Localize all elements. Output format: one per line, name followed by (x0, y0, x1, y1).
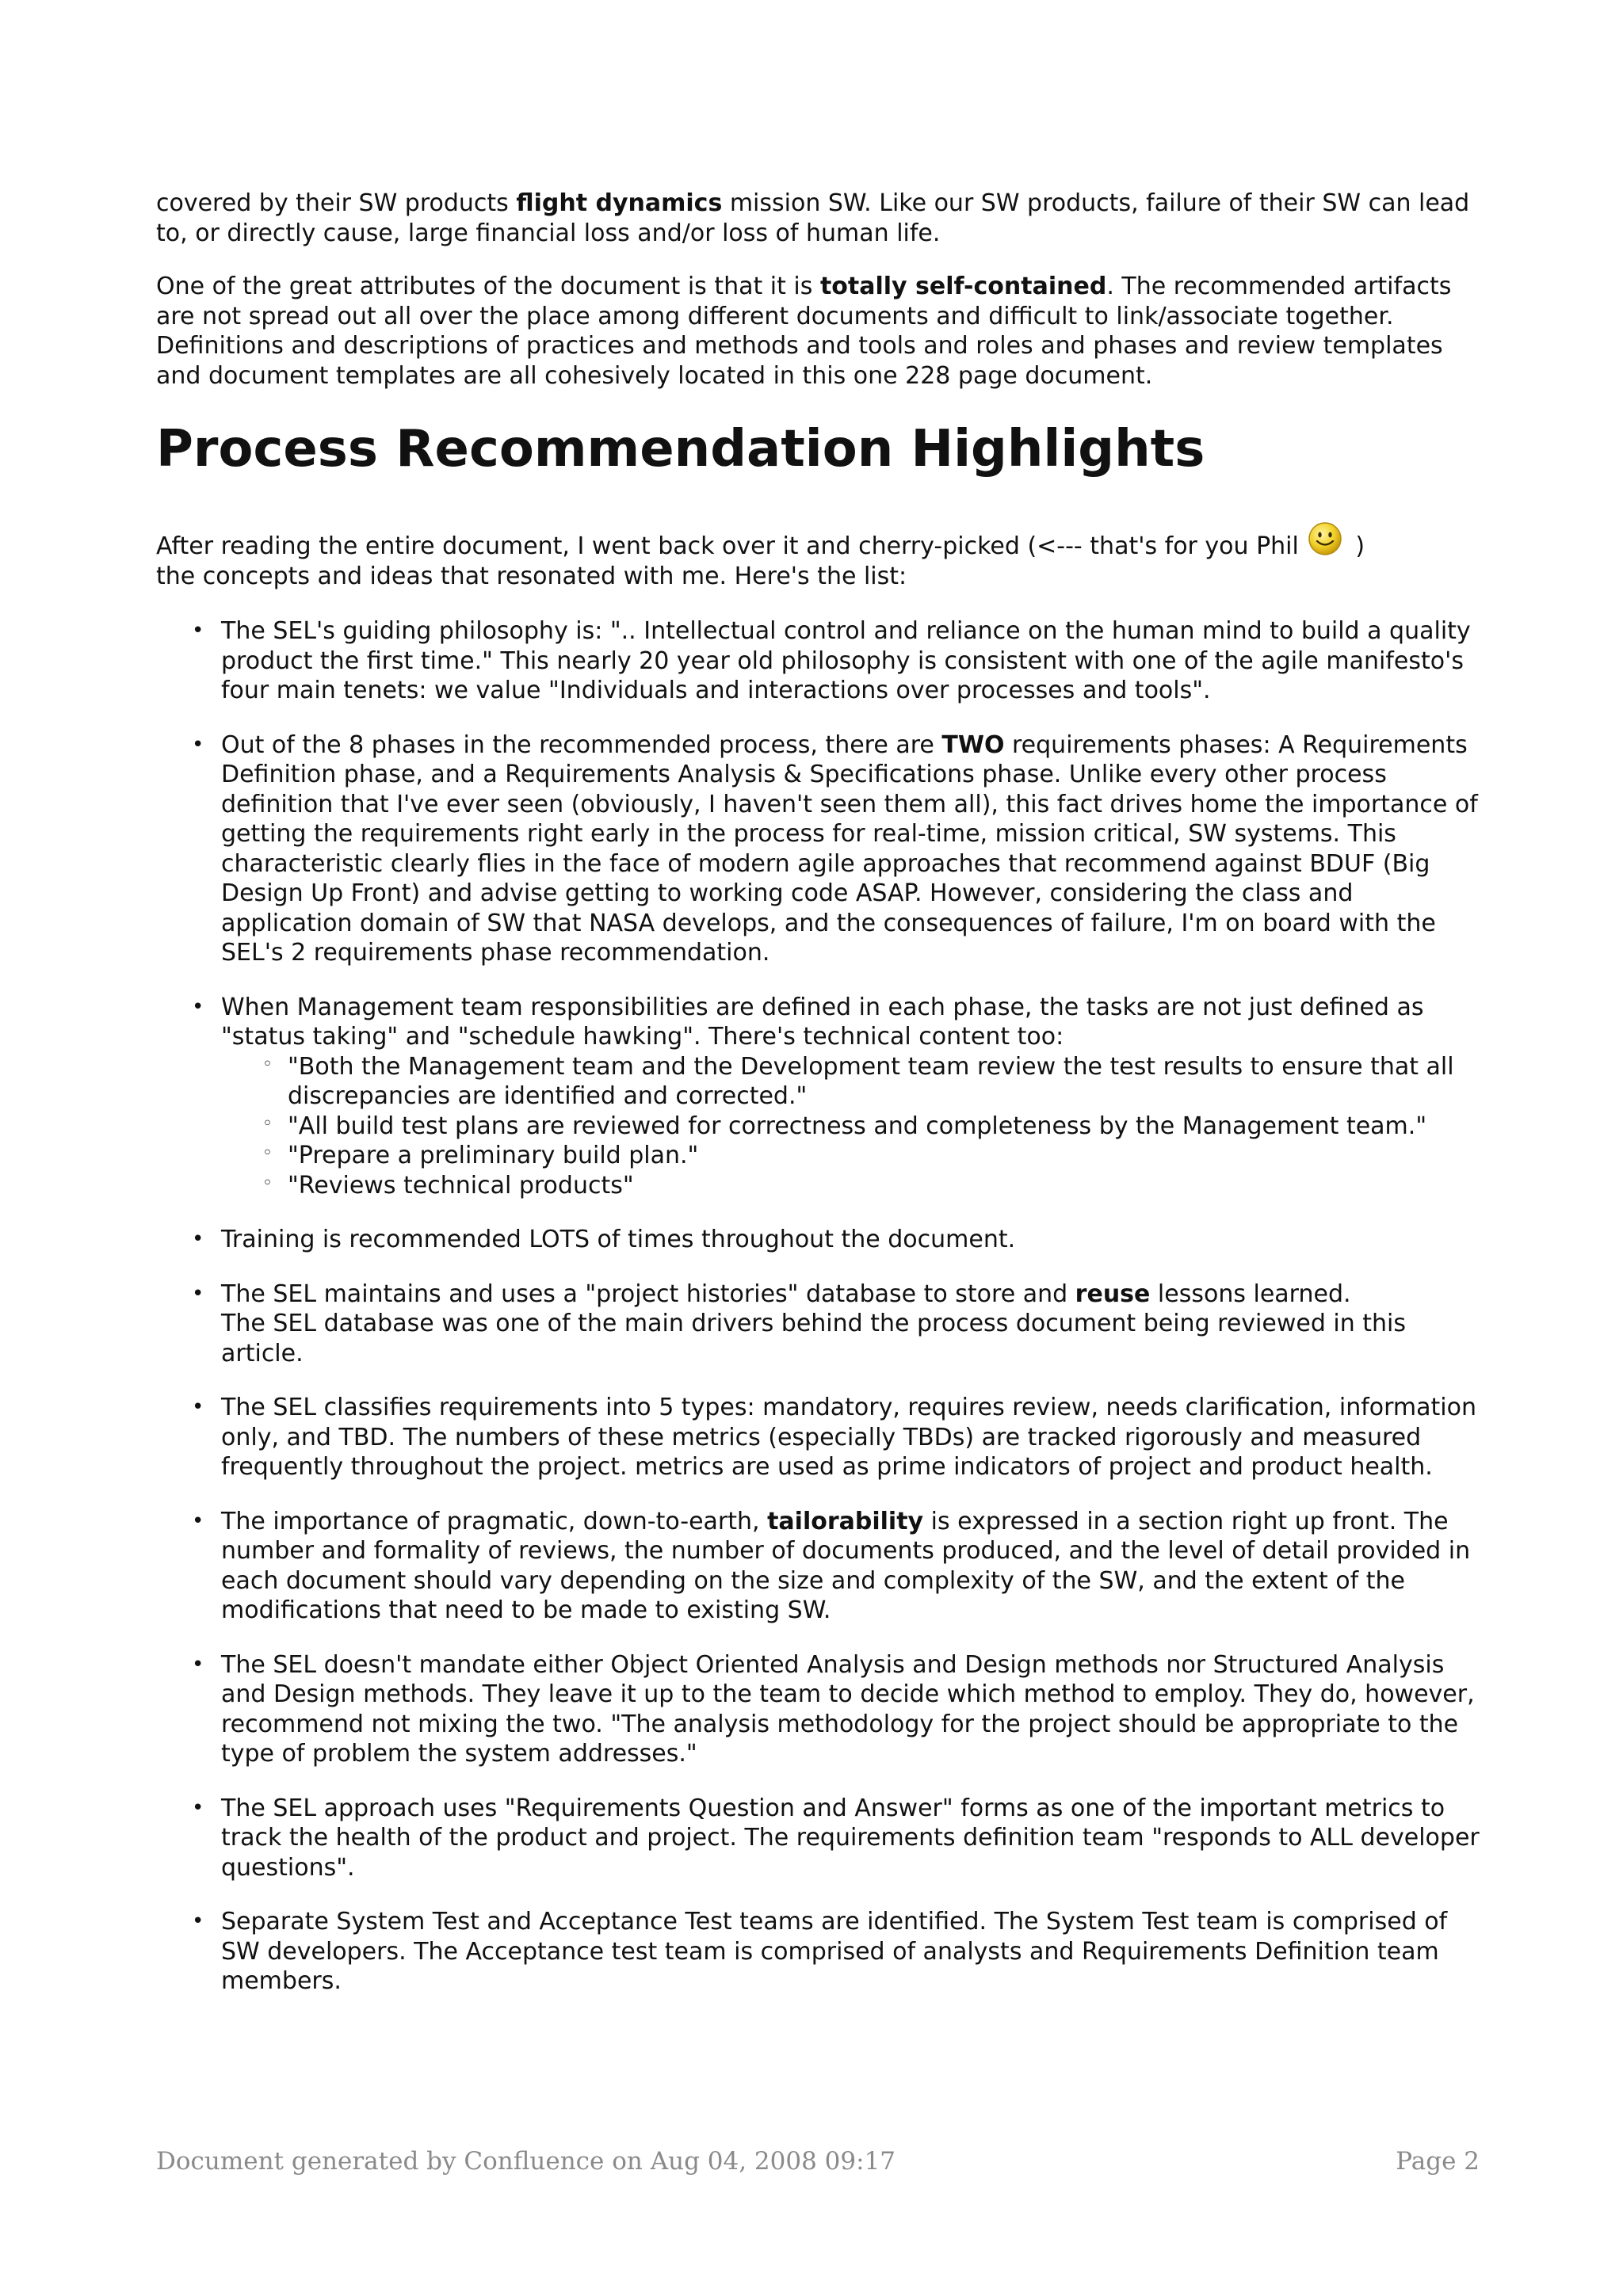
list-item: • The SEL classifies requirements into 5 types: mandatory, requires review, needs clarification, information only, and TBD. The numbers of these metrics (especially TBDs) are tracked rigorously and measured frequently throughout the project. metrics are used as prime indicators of project and product health. (156, 1393, 1480, 1482)
sub-list-item: ◦ "Prepare a preliminary build plan." (221, 1141, 1480, 1171)
text: mission SW. Like our SW products, failure of their SW can lead to, or directly cause, large financial loss and/or loss of human life. (156, 189, 1470, 247)
text: lessons learned. (1150, 1280, 1351, 1308)
list-item: • The SEL's guiding philosophy is: ".. Intellectual control and reliance on the human mind to build a quality product the first time." This nearly 20 year old philosophy is consistent with one of the agile manifesto's four main tenets: we value "Individuals and interactions over processes and tools". (156, 616, 1480, 706)
text: The SEL database was one of the main drivers behind the process document being reviewed in this article. (221, 1310, 1407, 1367)
text: One of the great attributes of the document is that it is (156, 273, 820, 300)
list-item (156, 993, 1480, 1201)
text: Out of the 8 phases in the recommended process, there are (221, 730, 942, 759)
highlights-list (156, 616, 1480, 1997)
text: covered by their SW products (156, 189, 517, 217)
text: The SEL maintains and uses a "project histories" database to store and (221, 1280, 1075, 1308)
section-lead (156, 521, 1480, 591)
text: . The recommended artifacts are not spread out all over the place among different documents and difficult to link/associate together. Definitions and descriptions of practices and methods and tools and roles and phases and review templates and document templates are all cohesively located in this one 228 page document. (156, 273, 1452, 390)
list-item (156, 1507, 1480, 1626)
intro-paragraph-2 (156, 272, 1480, 391)
text: After reading the entire document, I went back over it and cherry-picked (<--- that's for you Phil (156, 532, 1299, 560)
text: is expressed in a section right up front. The number and formality of reviews, the number of documents produced, and the level of detail provided in each document should vary depending on the size and complexity of the SW, and the extent of the modifications that need to be made to existing SW. (221, 1507, 1471, 1624)
sub-list-item: ◦ "All build test plans are reviewed for correctness and completeness by the Management team." (221, 1112, 1480, 1142)
list-item: • The SEL approach uses "Requirements Question and Answer" forms as one of the important metrics to track the health of the product and project. The requirements definition team "responds to ALL developer questions". (156, 1794, 1480, 1883)
page-footer (156, 2147, 1480, 2176)
text: When Management team responsibilities are defined in each phase, the tasks are not just defined as "status taking" and "schedule hawking". There's technical content too: (221, 993, 1424, 1051)
sub-list-item: ◦ "Both the Management team and the Development team review the test results to ensure that all discrepancies are identified and corrected." (221, 1052, 1480, 1112)
section-heading: Process Recommendation Highlights (156, 420, 1205, 479)
smiley-icon (1307, 521, 1343, 557)
bold-text: TWO (941, 730, 1005, 759)
sub-list (221, 1052, 1480, 1201)
bold-text: totally self-contained (819, 273, 1107, 300)
text: ) (1347, 532, 1365, 560)
footer-generated: Document generated by Confluence on Aug 04, 2008 09:17 (156, 2147, 896, 2176)
text: the concepts and ideas that resonated with me. Here's the list: (156, 562, 907, 590)
bold-text: reuse (1075, 1280, 1151, 1308)
list-item: • Training is recommended LOTS of times throughout the document. (156, 1225, 1480, 1255)
text: The importance of pragmatic, down-to-earth, (221, 1507, 768, 1535)
text: requirements phases: A Requirements Definition phase, and a Requirements Analysis & Specifications phase. Unlike every other process definition that I've ever seen (obviously, I haven't seen them all), this fact drives home the importance of getting the requirements right early in the process for real-time, mission critical, SW systems. This characteristic clearly flies in the face of modern agile approaches that recommend against BDUF (Big Design Up Front) and advise getting to working code ASAP. However, considering the class and application domain of SW that NASA develops, and the consequences of failure, I'm on board with the SEL's 2 requirements phase recommendation. (221, 730, 1478, 967)
sub-list-item: ◦ "Reviews technical products" (221, 1171, 1480, 1201)
list-item (156, 730, 1480, 968)
list-item: • Separate System Test and Acceptance Test teams are identified. The System Test team is comprised of SW developers. The Acceptance test team is comprised of analysts and Requirements Definition team members. (156, 1907, 1480, 1997)
intro-paragraph-1 (156, 189, 1480, 248)
document-body (156, 189, 1480, 2021)
list-item (156, 1280, 1480, 1369)
page-number: Page 2 (1396, 2147, 1480, 2176)
bold-text: flight dynamics (516, 189, 723, 217)
bold-text: tailorability (767, 1507, 924, 1535)
list-item: • The SEL doesn't mandate either Object Oriented Analysis and Design methods nor Structured Analysis and Design methods. They leave it up to the team to decide which method to employ. They do, however, recommend not mixing the two. "The analysis methodology for the project should be appropriate to the type of problem the system addresses." (156, 1650, 1480, 1769)
